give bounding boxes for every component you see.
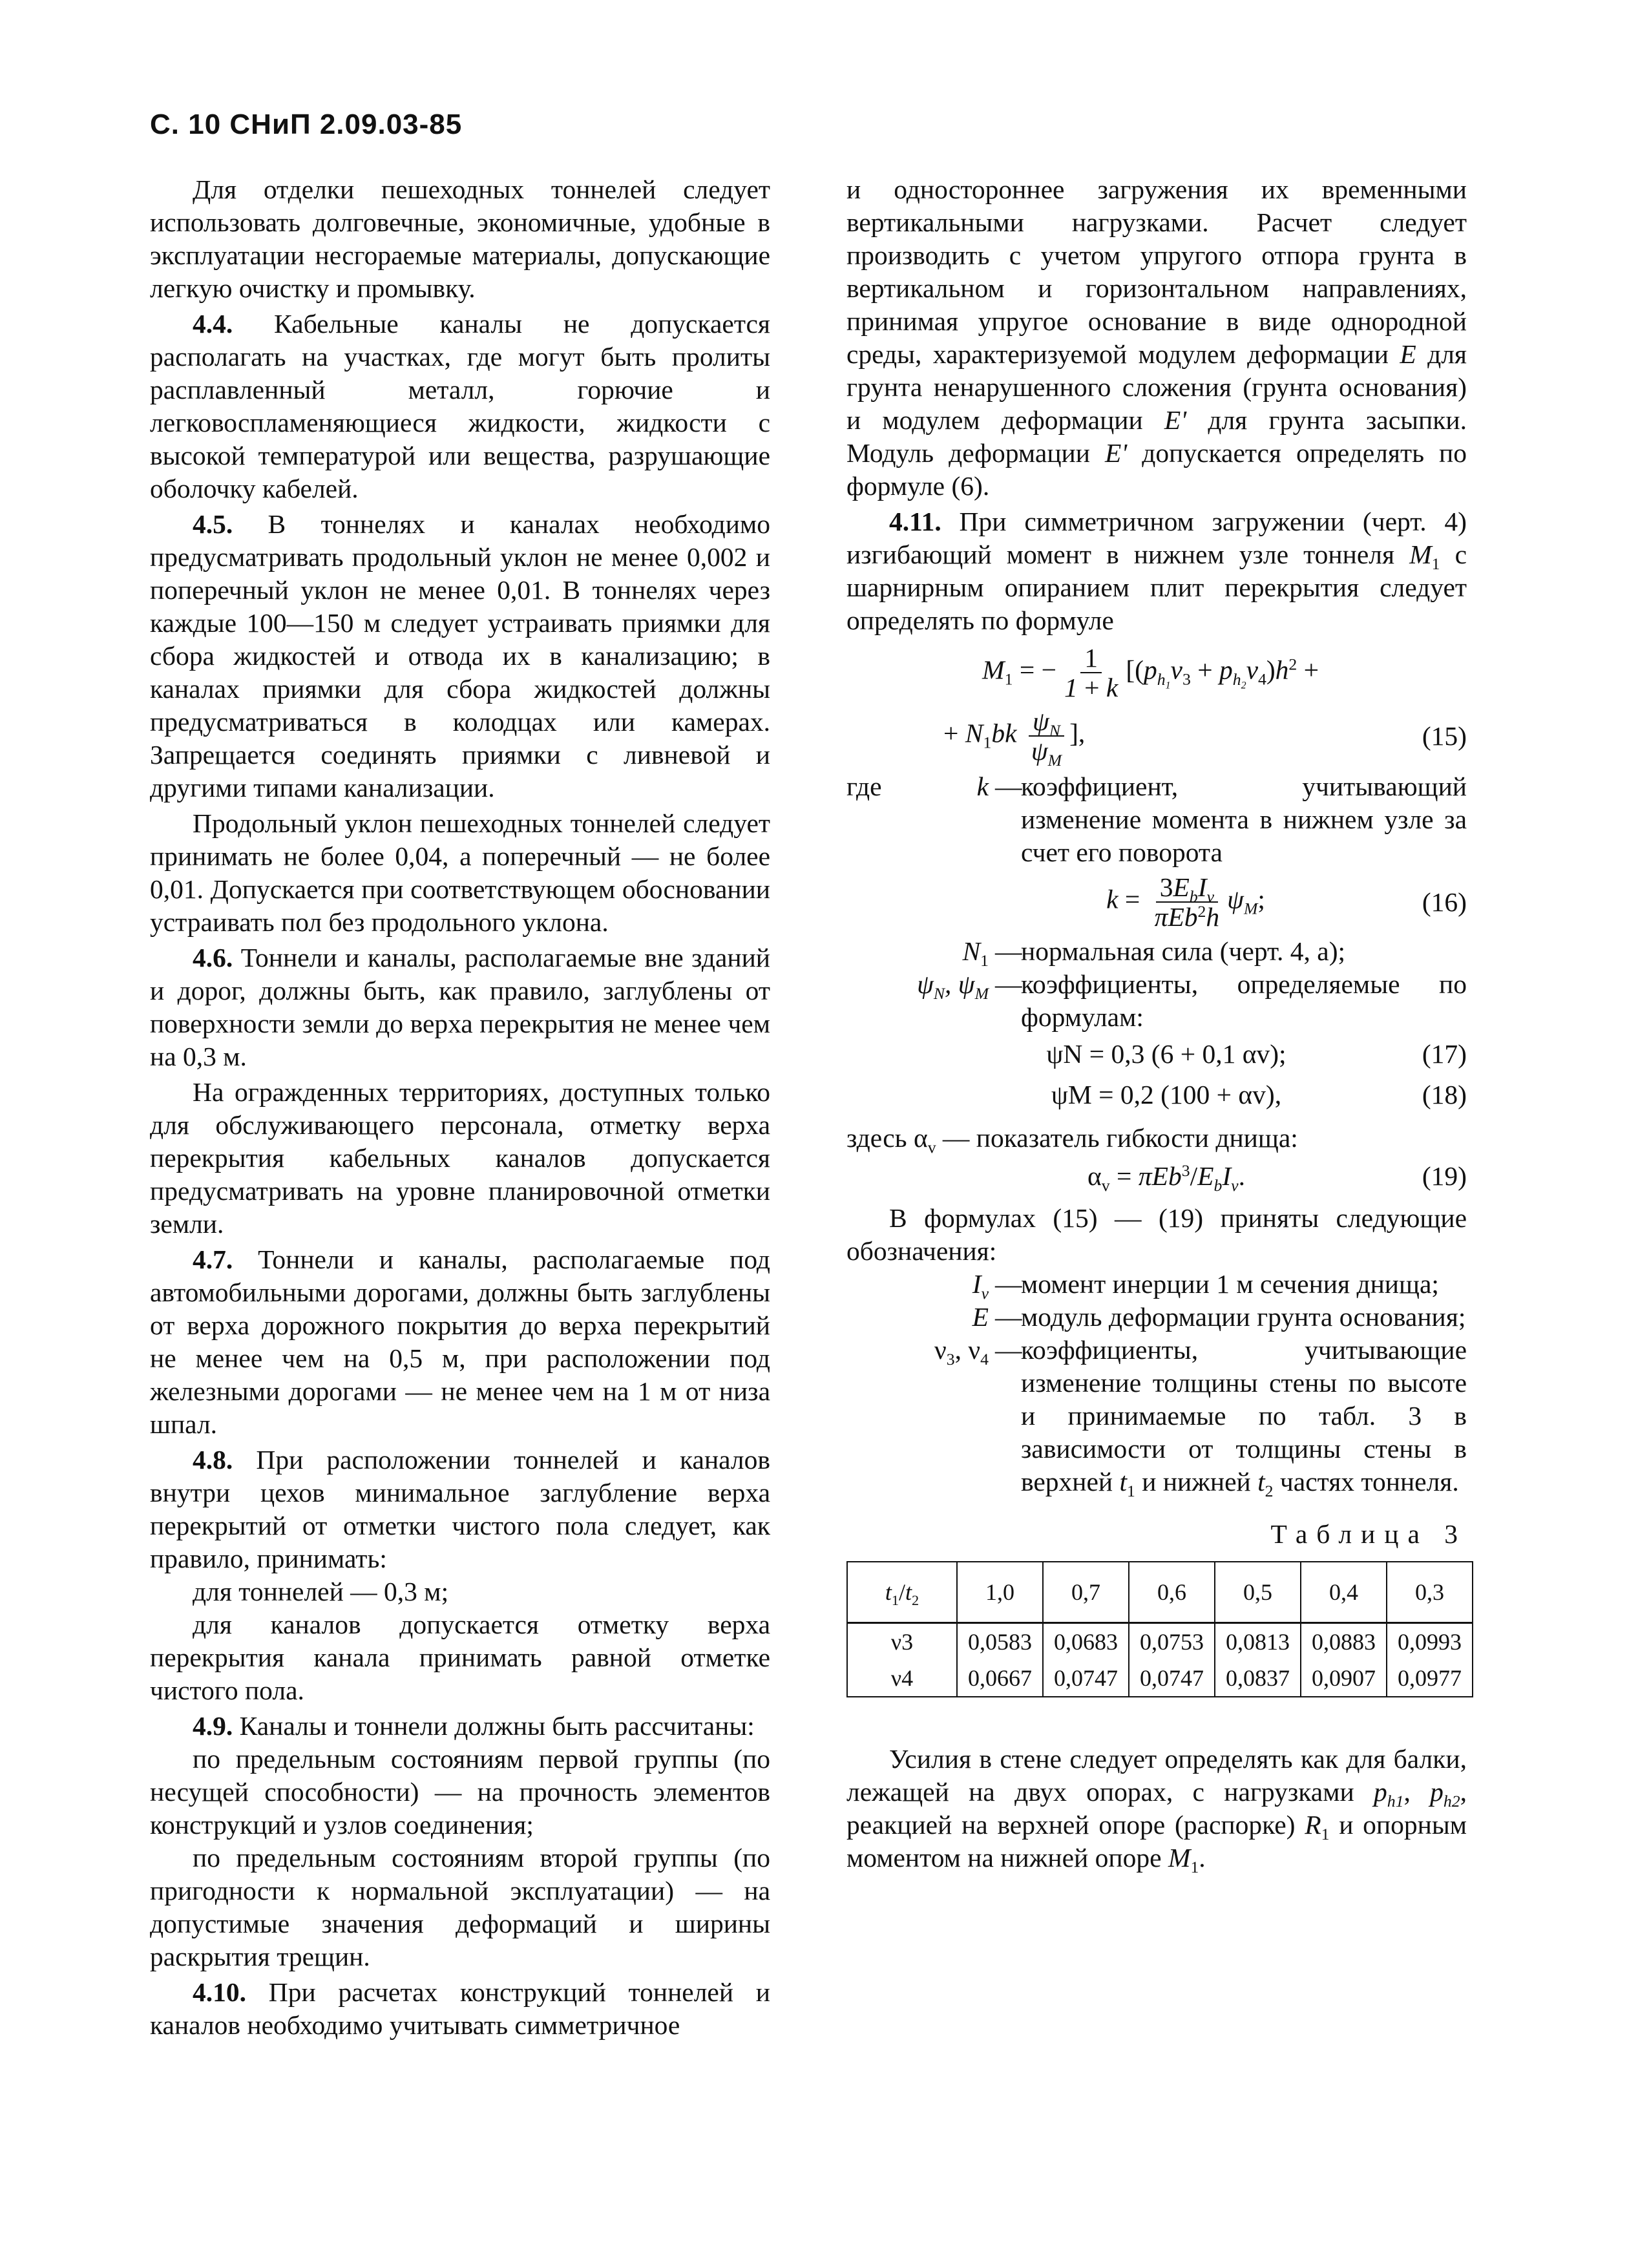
left-column bbox=[150, 173, 770, 2042]
text-run: коэффициенты, учитывающие изменение толщины стены по высоте и принимаемые по табл. 3 в зависимости от толщины стены в верхней bbox=[1021, 1335, 1467, 1496]
definition-text: момент инерции 1 м сечения днища; bbox=[1021, 1269, 1439, 1299]
paragraph bbox=[846, 173, 1467, 503]
symbol: E bbox=[972, 1302, 989, 1332]
table-header-cell: $t_1/t_2$ bbox=[847, 1562, 957, 1623]
paragraph: Продольный уклон пешеходных тоннелей следует принимать не более 0,04, а поперечный — не более 0,01. Допускается при соответствующем обосновании устраивать пол без продольного уклона. bbox=[150, 808, 770, 937]
table-header-cell: 0,7 bbox=[1043, 1562, 1129, 1623]
definition-text: коэффициенты, учитывающие изменение толщины стены по высоте и принимаемые по табл. 3 в зависимости от толщины стены в верхней $t_1$ и нижней $t_2$ частях тоннеля. bbox=[1021, 1335, 1467, 1500]
formula-18-body: ψM = 0,2 (100 + αv), bbox=[1051, 1080, 1282, 1109]
table-header-cell: 0,6 bbox=[1129, 1562, 1215, 1623]
definition-k bbox=[846, 770, 1467, 869]
page-header: С. 10 СНиП 2.09.03-85 bbox=[150, 109, 463, 140]
clause-4-4 bbox=[150, 308, 770, 505]
text-run: и одностороннее загружения их временными вертикальными нагрузками. Расчет следует производить с учетом упругого отпора грунта в вертикальном и горизонтальном направлениях, принимая упругое основание в виде однородной среды, характеризуемой модулем деформации bbox=[846, 174, 1467, 369]
definition-n1 bbox=[846, 935, 1467, 968]
right-column bbox=[846, 173, 1467, 1874]
table-cell: 0,0747 bbox=[1129, 1660, 1215, 1697]
text-run: и опорным моментом на нижней опоре bbox=[846, 1810, 1467, 1873]
clause-number: 4.8. bbox=[193, 1445, 233, 1475]
dash: — bbox=[995, 1269, 1022, 1299]
clause-number: 4.5. bbox=[193, 509, 233, 539]
table-cell: 0,0683 bbox=[1043, 1623, 1129, 1661]
definition-psi bbox=[846, 968, 1467, 1034]
list-item: по предельным состояниям второй группы (по пригодности к нормальной эксплуатации) — на допустимые значения деформаций и ширины раскрытия трещин. bbox=[150, 1843, 770, 1971]
here-label: здесь bbox=[846, 1123, 907, 1153]
symbol: $I_v$ bbox=[972, 1269, 989, 1303]
symbol: k bbox=[976, 772, 989, 801]
dash: — bbox=[995, 969, 1022, 999]
table-cell: 0,0837 bbox=[1215, 1660, 1301, 1697]
table-cell: 0,0907 bbox=[1301, 1660, 1387, 1697]
text-run: частях тоннеля. bbox=[1273, 1467, 1459, 1496]
clause-text: В тоннелях через каждые 100—150 м следует устраивать приямки для сбора жидкостей и отвода их в канализацию; в каналах приямки для сбора жидкостей должны предусматриваться в колодцах или камерах. Запрещается соединять приямки с ливневой и другими типами канализации. bbox=[150, 575, 770, 803]
symbol: E' bbox=[1104, 438, 1128, 468]
paragraph: В формулах (15) — (19) приняты следующие обозначения: bbox=[846, 1203, 1467, 1266]
text-run: При симметричном загружении (черт. 4) изгибающий момент в нижнем узле тоннеля bbox=[846, 507, 1467, 569]
formula-15-line-2: + $N_1bk$ $\frac{\psi_N}{\psi_M}$ ], bbox=[943, 706, 1086, 770]
definition-text: модуль деформации грунта основания; bbox=[1021, 1302, 1466, 1332]
symbol: M bbox=[1409, 540, 1432, 569]
clause-4-9 bbox=[150, 1710, 770, 1743]
clause-text: Тоннели и каналы, располагаемые вне зданий и дорог, должны быть, как правило, заглублены от поверхности земли до верха перекрытия не менее чем на 0,3 м. bbox=[150, 943, 770, 1071]
clause-number: 4.7. bbox=[193, 1244, 233, 1274]
table-cell: 0,0883 bbox=[1301, 1623, 1387, 1661]
symbol: t bbox=[1257, 1467, 1265, 1496]
symbol: t bbox=[1119, 1467, 1128, 1496]
formula-16-body: k = $\frac{3E_bI_v}{\pi Eb^2h}$ $\psi_M$; bbox=[1106, 872, 1265, 932]
symbol: E' bbox=[1164, 405, 1187, 435]
table-header-row bbox=[847, 1562, 1473, 1623]
list-item: для каналов допускается отметку верха перекрытия канала принимать равной отметке чистого пола. bbox=[150, 1610, 770, 1705]
table-header-cell: 0,4 bbox=[1301, 1562, 1387, 1623]
clause-4-8 bbox=[150, 1444, 770, 1575]
table-header-cell: 1,0 bbox=[957, 1562, 1043, 1623]
table-header-cell: 0,3 bbox=[1387, 1562, 1473, 1623]
clause-text: Кабельные каналы не допускается располагать на участках, где могут быть пролиты расплавленный металл, горючие и легковоспламеняющиеся жидкости, жидкости с высокой температурой или вещества, разрушающие оболочку кабелей. bbox=[150, 309, 770, 503]
formula-19-body: $\alpha_v = \pi Eb^3/E_bI_v$. bbox=[1087, 1160, 1245, 1195]
definition-text: показатель гибкости днища: bbox=[976, 1123, 1298, 1153]
equation-number: (17) bbox=[1422, 1039, 1467, 1069]
clause-4-6 bbox=[150, 941, 770, 1073]
clause-number: 4.11. bbox=[889, 507, 941, 536]
text-run: и нижней bbox=[1135, 1467, 1258, 1496]
list-item: для тоннелей — 0,3 м; bbox=[193, 1577, 449, 1606]
text-run: для грунта засыпки. Модуль деформации bbox=[846, 405, 1467, 468]
table-row-label: ν3 bbox=[847, 1623, 957, 1661]
table-cell: 0,0977 bbox=[1387, 1660, 1473, 1697]
text-run: Усилия в стене следует определять как для балки, лежащей на двух опорах, с нагрузками bbox=[846, 1744, 1467, 1807]
equation-number: (16) bbox=[1422, 887, 1467, 917]
table-cell: 0,0753 bbox=[1129, 1623, 1215, 1661]
table-row-label: ν4 bbox=[847, 1660, 957, 1697]
equation-number: (19) bbox=[1422, 1161, 1467, 1191]
definition-text: нормальная сила (черт. 4, а); bbox=[1021, 936, 1346, 966]
definition-iv bbox=[846, 1268, 1467, 1301]
definition-alpha: здесь $\alpha_v$ — показатель гибкости днища: bbox=[846, 1123, 1298, 1157]
definition-text: коэффициент, учитывающий изменение момента в нижнем узле за счет его поворота bbox=[1021, 772, 1467, 867]
dash: — bbox=[995, 1335, 1022, 1365]
clause-4-11 bbox=[846, 505, 1467, 637]
dash: — bbox=[995, 772, 1022, 801]
clause-4-5 bbox=[150, 508, 770, 804]
text-run: допускается определять по формуле (6). bbox=[846, 438, 1467, 501]
equation-number: (18) bbox=[1422, 1080, 1467, 1109]
definition-nu bbox=[846, 1334, 1467, 1498]
paragraph: Усилия в стене следует определять как для балки, лежащей на двух опорах, с нагрузками $p_{h1}$, $p_{h2}$, реакцией на верхней опоре (распорке) $R_1$ и опорным моментом на нижней опоре $M_1$. bbox=[846, 1744, 1467, 1876]
equation-number: (15) bbox=[1422, 720, 1467, 751]
clause-4-10 bbox=[150, 1976, 770, 2042]
symbol: $N_1$ bbox=[962, 936, 989, 970]
table-title: Таблица 3 bbox=[1270, 1519, 1467, 1549]
formula-15-line-1: $M_1$ = − $\frac{1}{1 + k}$ [$(p_{h_1}\nu_3 + p_{h_2}\nu_4)h^2$ + bbox=[982, 643, 1319, 702]
table-cell: 0,0583 bbox=[957, 1623, 1043, 1661]
paragraph: Для отделки пешеходных тоннелей следует использовать долговечные, экономичные, удобные в эксплуатации несгораемые материалы, допускающие легкую очистку и промывку. bbox=[150, 174, 770, 303]
clause-4-7 bbox=[150, 1243, 770, 1441]
formula-16 bbox=[846, 873, 1467, 931]
subscript: 1 bbox=[1431, 554, 1440, 573]
table-3 bbox=[846, 1561, 1473, 1697]
table-cell: 0,0667 bbox=[957, 1660, 1043, 1697]
clause-text: При расположении тоннелей и каналов внутри цехов минимальное заглубление верха перекрытий от отметки чистого пола следует, как правило, принимать: bbox=[150, 1445, 770, 1573]
formula-17 bbox=[846, 1038, 1467, 1071]
clause-text: Тоннели и каналы, располагаемые под автомобильными дорогами, должны быть заглублены от верха дорожного покрытия до верха перекрытий не менее чем на 0,5 м, при расположении под железными дорогами — не менее чем на 1 м от низа шпал. bbox=[150, 1244, 770, 1439]
clause-number: 4.10. bbox=[193, 1977, 246, 2007]
clause-text: При расчетах конструкций тоннелей и каналов необходимо учитывать симметричное bbox=[150, 1977, 770, 2040]
where-label: где bbox=[846, 772, 882, 801]
table-header-cell: 0,5 bbox=[1215, 1562, 1301, 1623]
symbol: E bbox=[1400, 339, 1416, 369]
text-run: с шарнирным опиранием плит перекрытия следует определять по формуле bbox=[846, 540, 1467, 635]
clause-text: В тоннелях и каналах необходимо предусматривать продольный уклон не менее 0,002 и поперечный уклон не менее 0,01. bbox=[150, 509, 770, 605]
text-run: для грунта ненарушенного сложения (грунта основания) и модулем деформации bbox=[846, 339, 1467, 435]
formula-18 bbox=[846, 1078, 1467, 1111]
table-cell: 0,0993 bbox=[1387, 1623, 1473, 1661]
formula-19 bbox=[846, 1160, 1467, 1193]
symbol: $\nu_3$, $\nu_4$ bbox=[934, 1335, 989, 1369]
clause-text: Каналы и тоннели должны быть рассчитаны: bbox=[233, 1711, 755, 1741]
dash: — bbox=[995, 1302, 1022, 1332]
table-cell: 0,0747 bbox=[1043, 1660, 1129, 1697]
clause-number: 4.9. bbox=[193, 1711, 233, 1741]
formula-17-body: ψN = 0,3 (6 + 0,1 αv); bbox=[1046, 1039, 1287, 1069]
table-row bbox=[847, 1623, 1473, 1661]
dash: — bbox=[995, 936, 1022, 966]
clause-number: 4.6. bbox=[193, 943, 233, 972]
symbol: $\psi_N$, $\psi_M$ bbox=[917, 969, 989, 1003]
definition-text: коэффициенты, определяемые по формулам: bbox=[1021, 969, 1467, 1032]
table-cell: 0,0813 bbox=[1215, 1623, 1301, 1661]
definition-e bbox=[846, 1301, 1467, 1334]
text-run: , реакцией на верхней опоре (распорке) bbox=[846, 1777, 1467, 1840]
clause-number: 4.4. bbox=[193, 309, 233, 339]
paragraph: На огражденных территориях, доступных только для обслуживающего персонала, отметку верха перекрытия кабельных каналов допускается предусматривать на уровне планировочной отметки земли. bbox=[150, 1077, 770, 1239]
table-row bbox=[847, 1660, 1473, 1697]
list-item: по предельным состояниям первой группы (по несущей способности) — на прочность элементов конструкций и узлов соединения; bbox=[150, 1744, 770, 1840]
formula-15 bbox=[846, 643, 1467, 770]
